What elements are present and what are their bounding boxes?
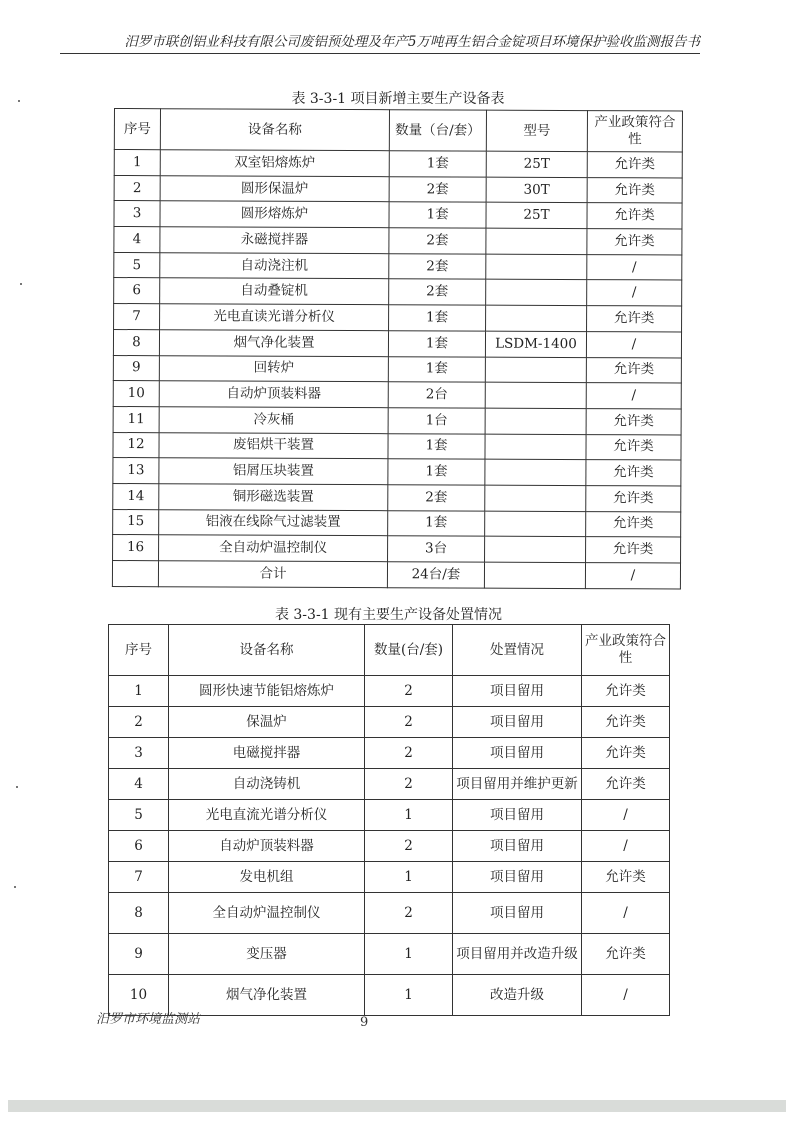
table-cell — [485, 382, 586, 408]
table-cell: 11 — [113, 406, 159, 432]
table-cell: / — [582, 893, 670, 934]
table-row — [114, 227, 682, 255]
table-cell: / — [586, 383, 681, 409]
table-cell — [112, 560, 158, 586]
table-cell: 项目留用 — [453, 831, 582, 862]
table-cell: 改造升级 — [453, 975, 582, 1016]
table-cell — [485, 511, 586, 537]
table-cell: 保温炉 — [169, 707, 365, 738]
table-cell: 14 — [113, 483, 159, 509]
table-cell: / — [587, 280, 682, 306]
table-cell: 2 — [365, 769, 453, 800]
table-cell: 1 — [365, 975, 453, 1016]
table-cell: 自动叠锭机 — [160, 278, 389, 305]
table-cell: 允许类 — [586, 357, 681, 383]
table-row — [114, 201, 682, 229]
scan-speck — [18, 100, 20, 102]
table-cell: 允许类 — [582, 769, 670, 800]
table-cell: 项目留用 — [453, 676, 582, 707]
column-header: 型号 — [486, 110, 587, 151]
table-row — [113, 329, 681, 357]
table-cell: 25T — [486, 202, 587, 228]
table-cell — [485, 408, 586, 434]
table-cell: 铜形磁选装置 — [159, 484, 388, 511]
column-header: 数量（台/套） — [389, 110, 486, 151]
scan-speck — [16, 786, 18, 788]
table-cell: 1套 — [388, 510, 485, 536]
table-cell: 发电机组 — [169, 862, 365, 893]
table-cell: 13 — [113, 458, 159, 484]
table-cell — [485, 434, 586, 460]
table-cell: 光电直读光谱分析仪 — [160, 304, 389, 331]
table-cell: 项目留用 — [453, 862, 582, 893]
column-header: 序号 — [109, 625, 169, 676]
table-cell: / — [586, 331, 681, 357]
table-cell: 允许类 — [587, 152, 682, 178]
table-cell: 允许类 — [586, 485, 681, 511]
table-cell: 12 — [113, 432, 159, 458]
table-cell: 自动炉顶装料器 — [159, 381, 388, 408]
table-cell: 2 — [365, 893, 453, 934]
table-cell: 自动炉顶装料器 — [169, 831, 365, 862]
table-row — [114, 150, 682, 178]
table-cell: 2套 — [389, 176, 486, 202]
table-cell: 10 — [113, 381, 159, 407]
table-cell: 1 — [365, 934, 453, 975]
table-cell: 电磁搅拌器 — [169, 738, 365, 769]
table-row — [113, 483, 681, 511]
table-cell: 允许类 — [586, 511, 681, 537]
table-row — [114, 304, 682, 332]
table-row — [109, 769, 670, 800]
table-cell: 允许类 — [582, 738, 670, 769]
table-cell — [486, 228, 587, 254]
table1-caption: 表 3-3-1 项目新增主要生产设备表 — [291, 91, 505, 107]
table-row — [109, 831, 670, 862]
table-row — [109, 862, 670, 893]
table-cell: / — [582, 800, 670, 831]
table-cell: 圆形快速节能铝熔炼炉 — [169, 676, 365, 707]
table-cell: 7 — [114, 304, 160, 330]
table-cell: 2台 — [388, 382, 485, 408]
table-cell: 合计 — [158, 561, 387, 588]
column-header: 产业政策符合性 — [582, 625, 670, 676]
table-row — [112, 560, 680, 588]
table-cell: 1台 — [388, 408, 485, 434]
table-cell: 允许类 — [586, 408, 681, 434]
table-cell — [485, 357, 586, 383]
table-cell: 冷灰桶 — [159, 407, 388, 434]
table-cell: 变压器 — [169, 934, 365, 975]
table-cell: 2 — [109, 707, 169, 738]
table-cell: 项目留用 — [453, 738, 582, 769]
table-cell: / — [582, 831, 670, 862]
table-cell: 5 — [114, 252, 160, 278]
table-cell: 24台/套 — [387, 562, 484, 588]
table-cell: 1套 — [388, 433, 485, 459]
table-row — [113, 458, 681, 486]
table-cell: 2套 — [388, 485, 485, 511]
table-cell: 1套 — [389, 151, 486, 177]
table-cell: 回转炉 — [159, 355, 388, 382]
table-cell: 30T — [486, 177, 587, 203]
table-cell: 8 — [109, 893, 169, 934]
table-cell: 4 — [109, 769, 169, 800]
table-cell: 3台 — [388, 536, 485, 562]
table-cell: 废铝烘干装置 — [159, 432, 388, 459]
table-cell: 1套 — [389, 202, 486, 228]
table-row — [114, 252, 682, 280]
table-cell: 项目留用并维护更新 — [453, 769, 582, 800]
table-cell: 16 — [113, 535, 159, 561]
table-cell: 1套 — [389, 305, 486, 331]
table-cell: 允许类 — [582, 934, 670, 975]
table-cell: 1套 — [388, 356, 485, 382]
table-cell: 允许类 — [586, 537, 681, 563]
table-cell: 2 — [365, 831, 453, 862]
table-cell: 2 — [365, 676, 453, 707]
table-cell: 2套 — [389, 279, 486, 305]
table-cell: 15 — [113, 509, 159, 535]
table-cell: 25T — [486, 151, 587, 177]
table-cell: 允许类 — [587, 229, 682, 255]
table-cell: 2套 — [389, 228, 486, 254]
table-cell: 允许类 — [587, 306, 682, 332]
page-number: 9 — [360, 1015, 369, 1030]
table-cell: LSDM-1400 — [485, 331, 586, 357]
table-cell: 光电直流光谱分析仪 — [169, 800, 365, 831]
column-header: 数量(台/套) — [365, 625, 453, 676]
table-cell: 1 — [365, 862, 453, 893]
table-row — [113, 355, 681, 383]
table-cell: 1套 — [388, 331, 485, 357]
table-row — [109, 893, 670, 934]
table-row — [113, 432, 681, 460]
table-cell: / — [587, 254, 682, 280]
table-row — [113, 509, 681, 537]
table-cell: 自动浇注机 — [160, 252, 389, 279]
table-cell: 铝液在线除气过滤装置 — [159, 509, 388, 536]
table-cell: 4 — [114, 227, 160, 253]
table-row — [109, 934, 670, 975]
table-cell: 3 — [114, 201, 160, 227]
column-header: 序号 — [114, 109, 160, 150]
table-cell: 2套 — [389, 253, 486, 279]
table-cell: 1 — [109, 676, 169, 707]
report-header: 汨罗市联创铝业科技有限公司废铝预处理及年产5万吨再生铝合金锭项目环境保护验收监测报告书 — [60, 30, 700, 54]
scan-speck — [14, 886, 16, 888]
table-cell: / — [585, 563, 680, 589]
table-cell: 6 — [109, 831, 169, 862]
table-cell — [485, 459, 586, 485]
table-cell: 9 — [113, 355, 159, 381]
table-cell: 烟气净化装置 — [159, 330, 388, 357]
table-cell: 圆形熔炼炉 — [160, 201, 389, 228]
table-cell: 允许类 — [586, 434, 681, 460]
table-row — [113, 535, 681, 563]
table-cell: 8 — [113, 329, 159, 355]
table-cell — [486, 280, 587, 306]
table-cell: 5 — [109, 800, 169, 831]
table-cell: 允许类 — [587, 203, 682, 229]
table-row — [113, 381, 681, 409]
table-cell: 10 — [109, 975, 169, 1016]
table-cell — [484, 562, 585, 588]
table-cell: 项目留用 — [453, 800, 582, 831]
table-cell: 自动浇铸机 — [169, 769, 365, 800]
table-cell: 项目留用 — [453, 707, 582, 738]
table-cell: 1 — [365, 800, 453, 831]
table-cell: 3 — [109, 738, 169, 769]
table-cell: 允许类 — [586, 460, 681, 486]
column-header: 设备名称 — [160, 109, 389, 151]
table-cell: 9 — [109, 934, 169, 975]
table-cell: 允许类 — [582, 862, 670, 893]
table-cell — [486, 254, 587, 280]
table-cell: 允许类 — [582, 707, 670, 738]
table-cell: / — [582, 975, 670, 1016]
table2-caption: 表 3-3-1 现有主要生产设备处置情况 — [274, 607, 503, 623]
table-cell: 1 — [114, 150, 160, 176]
table-cell: 全自动炉温控制仪 — [169, 893, 365, 934]
table-row — [109, 800, 670, 831]
table-cell: 允许类 — [582, 676, 670, 707]
table-row — [109, 676, 670, 707]
table-row — [113, 406, 681, 434]
table-cell — [486, 305, 587, 331]
column-header: 处置情况 — [453, 625, 582, 676]
new-equipment-table — [112, 108, 683, 589]
column-header: 产业政策符合性 — [587, 111, 682, 152]
table-cell: 1套 — [388, 459, 485, 485]
table-cell: 烟气净化装置 — [169, 975, 365, 1016]
table-cell — [485, 536, 586, 562]
table-cell: 项目留用并改造升级 — [453, 934, 582, 975]
table-cell: 7 — [109, 862, 169, 893]
table-cell: 项目留用 — [453, 893, 582, 934]
table-row — [114, 175, 682, 203]
table-cell: 全自动炉温控制仪 — [159, 535, 388, 562]
column-header: 设备名称 — [169, 625, 365, 676]
table-cell: 2 — [114, 175, 160, 201]
table-row — [109, 738, 670, 769]
monitoring-station-name: 汨罗市环境监测站 — [96, 1012, 201, 1027]
table-row — [109, 707, 670, 738]
table-cell: 2 — [365, 738, 453, 769]
table-row — [114, 278, 682, 306]
existing-equipment-table — [108, 624, 670, 1016]
table-cell: 6 — [114, 278, 160, 304]
scan-speck — [20, 283, 22, 285]
table-cell: 双室铝熔炼炉 — [160, 150, 389, 177]
scan-edge-bar — [8, 1100, 786, 1112]
table-cell: 铝屑压块装置 — [159, 458, 388, 485]
table-cell — [485, 485, 586, 511]
table-cell: 允许类 — [587, 177, 682, 203]
table-cell: 圆形保温炉 — [160, 175, 389, 202]
table-cell: 2 — [365, 707, 453, 738]
table-cell: 永磁搅拌器 — [160, 227, 389, 254]
